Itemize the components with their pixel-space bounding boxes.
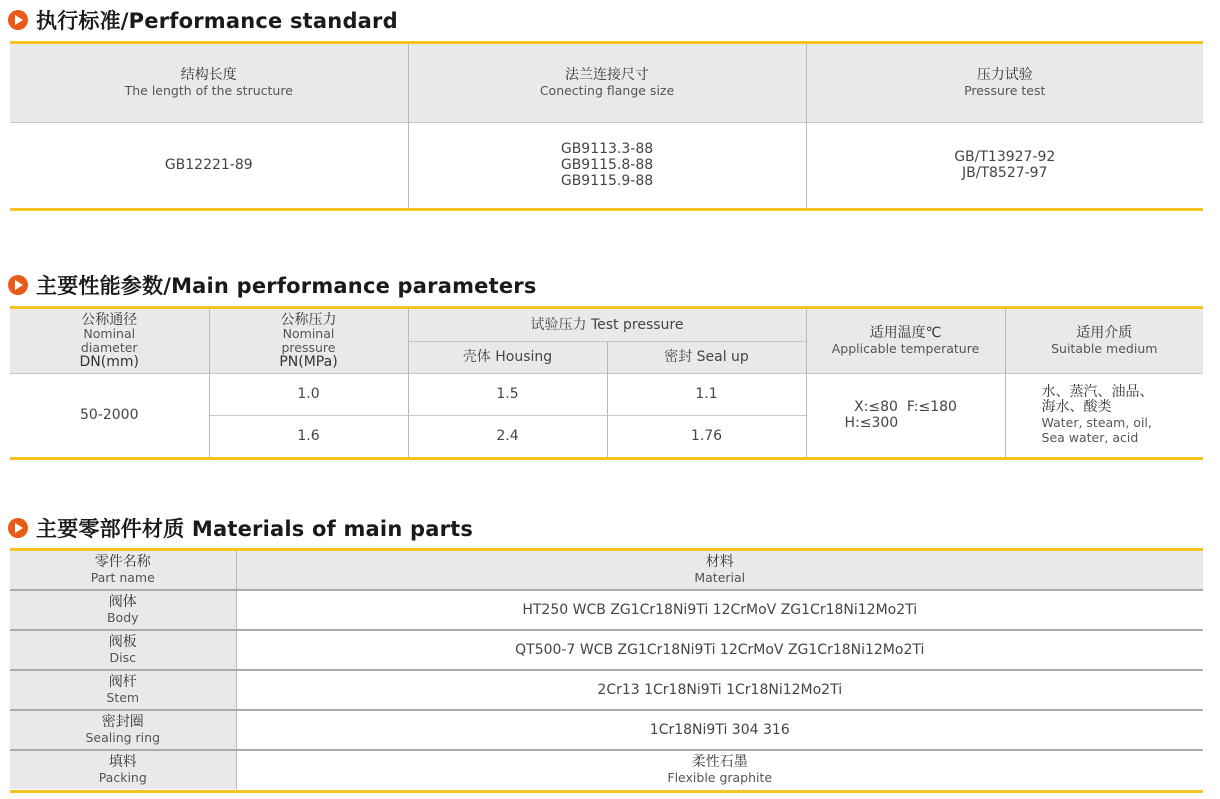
medium-line: 水、蒸汽、油品、 bbox=[1041, 384, 1154, 401]
temperature-line: H:≤300 bbox=[844, 415, 899, 432]
play-arrow-icon bbox=[8, 275, 28, 295]
header-nominal-diameter bbox=[10, 309, 209, 373]
section-header-main-parameters bbox=[8, 271, 537, 299]
header-temperature bbox=[806, 309, 1005, 373]
header-structure-length bbox=[10, 44, 408, 122]
part-cn: 阀板 bbox=[108, 634, 137, 650]
table-row bbox=[10, 630, 1203, 670]
table-header-row bbox=[10, 551, 1203, 590]
table-row bbox=[10, 710, 1203, 750]
part-name bbox=[10, 630, 236, 670]
header-medium bbox=[1005, 309, 1203, 373]
housing-value: 1.5 bbox=[408, 373, 607, 415]
part-name bbox=[10, 710, 236, 750]
header-cn: 法兰连接尺寸 bbox=[565, 66, 649, 83]
part-en: Packing bbox=[98, 770, 147, 785]
material-value: 1Cr18Ni9Ti 304 316 bbox=[236, 710, 1203, 750]
material-en: Flexible graphite bbox=[667, 770, 773, 785]
pn-value: 1.0 bbox=[209, 373, 408, 415]
pn-value: 1.6 bbox=[209, 415, 408, 457]
section-title: 执行标准/Performance standard bbox=[36, 9, 398, 33]
part-name bbox=[10, 590, 236, 630]
header-en: Suitable medium bbox=[1051, 340, 1158, 356]
header-en: Pressure test bbox=[964, 82, 1046, 98]
table-row bbox=[10, 122, 1203, 208]
header-en: Conecting flange size bbox=[539, 82, 675, 98]
medium-line: 海水、酸类 bbox=[1041, 399, 1112, 416]
seal-value: 1.1 bbox=[607, 373, 806, 415]
material-value bbox=[236, 750, 1203, 789]
part-en: Disc bbox=[109, 650, 136, 665]
seal-value: 1.76 bbox=[607, 415, 806, 457]
structure-length-value: GB12221-89 bbox=[10, 122, 408, 208]
material-value: HT250 WCB ZG1Cr18Ni9Ti 12CrMoV ZG1Cr18Ni12Mo2Ti bbox=[236, 590, 1203, 630]
header-seal: 密封 Seal up bbox=[607, 341, 806, 373]
material-value: 2Cr13 1Cr18Ni9Ti 1Cr18Ni12Mo2Ti bbox=[236, 670, 1203, 710]
header-en: The length of the structure bbox=[124, 82, 293, 98]
pressure-test-values bbox=[806, 122, 1203, 208]
header-housing: 壳体 Housing bbox=[408, 341, 607, 373]
section-title: 主要性能参数/Main performance parameters bbox=[36, 274, 537, 298]
flange-line: GB9113.3-88 bbox=[560, 141, 654, 158]
temperature-line: X:≤80 F:≤180 bbox=[854, 399, 957, 416]
table-row bbox=[10, 670, 1203, 710]
gold-rule bbox=[10, 208, 1203, 211]
header-en: pressure bbox=[281, 339, 336, 355]
medium-line: Sea water, acid bbox=[1041, 430, 1139, 446]
header-nominal-pressure bbox=[209, 309, 408, 373]
header-cn: 适用介质 bbox=[1076, 324, 1133, 341]
header-cn: 公称压力 bbox=[280, 311, 337, 328]
section-title: 主要零部件材质 Materials of main parts bbox=[36, 517, 474, 541]
housing-value: 2.4 bbox=[408, 415, 607, 457]
header-unit: PN(MPa) bbox=[279, 353, 338, 370]
header-part-name bbox=[10, 551, 236, 590]
header-cn: 零件名称 bbox=[94, 554, 151, 570]
header-flange-size bbox=[408, 44, 806, 122]
part-en: Body bbox=[106, 610, 139, 625]
part-cn: 密封圈 bbox=[101, 714, 144, 730]
material-value: QT500-7 WCB ZG1Cr18Ni9Ti 12CrMoV ZG1Cr18Ni12Mo2Ti bbox=[236, 630, 1203, 670]
header-cn: 结构长度 bbox=[180, 66, 237, 83]
part-en: Stem bbox=[106, 690, 140, 705]
header-cn: 适用温度℃ bbox=[869, 324, 942, 341]
header-material bbox=[236, 551, 1203, 590]
temperature-value bbox=[806, 373, 1005, 457]
header-en: Nominal bbox=[83, 325, 136, 341]
header-en: Applicable temperature bbox=[831, 340, 980, 356]
material-cn: 柔性石墨 bbox=[691, 754, 748, 770]
table-row bbox=[10, 590, 1203, 630]
performance-standard-table bbox=[10, 44, 1203, 208]
play-arrow-icon bbox=[8, 518, 28, 538]
table-row bbox=[10, 373, 1203, 415]
section-header-performance-standard bbox=[8, 6, 398, 34]
part-name bbox=[10, 670, 236, 710]
flange-line: GB9115.9-88 bbox=[560, 173, 654, 190]
main-parameters-table bbox=[10, 309, 1203, 457]
header-cn: 材料 bbox=[705, 554, 734, 570]
flange-line: GB9115.8-88 bbox=[560, 157, 654, 174]
header-en: Part name bbox=[90, 570, 155, 585]
header-cn: 压力试验 bbox=[976, 66, 1033, 83]
medium-line: Water, steam, oil, bbox=[1041, 415, 1152, 431]
part-cn: 阀杆 bbox=[108, 674, 137, 690]
section-header-materials bbox=[8, 514, 473, 542]
pressure-test-line: GB/T13927-92 bbox=[954, 149, 1056, 166]
gold-rule bbox=[10, 457, 1203, 460]
part-cn: 阀体 bbox=[108, 594, 137, 610]
header-unit: DN(mm) bbox=[79, 353, 139, 370]
gold-rule bbox=[10, 790, 1203, 793]
header-en: Material bbox=[694, 570, 746, 585]
header-test-pressure: 试验压力 Test pressure bbox=[408, 309, 806, 341]
part-en: Sealing ring bbox=[85, 730, 161, 745]
flange-values bbox=[408, 122, 806, 208]
header-cn: 公称通径 bbox=[81, 311, 138, 328]
header-en: Nominal bbox=[282, 325, 335, 341]
part-cn: 填料 bbox=[108, 754, 137, 770]
play-arrow-icon bbox=[8, 10, 28, 30]
pressure-test-line: JB/T8527-97 bbox=[962, 165, 1048, 182]
dn-value: 50-2000 bbox=[10, 373, 209, 457]
materials-table bbox=[10, 551, 1203, 789]
table-row bbox=[10, 750, 1203, 789]
medium-value bbox=[1005, 373, 1203, 457]
header-en: diameter bbox=[80, 339, 138, 355]
part-name bbox=[10, 750, 236, 789]
header-pressure-test bbox=[806, 44, 1203, 122]
